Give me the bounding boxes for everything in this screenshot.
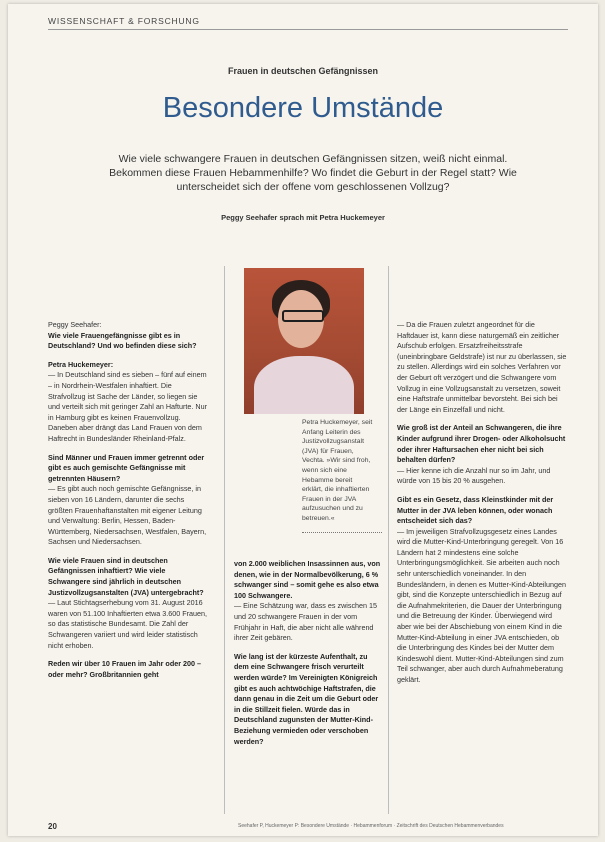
article-headline: Besondere Umstände <box>162 92 444 124</box>
caption-divider <box>302 532 382 533</box>
paragraph <box>234 652 382 747</box>
portrait-photo <box>244 268 364 414</box>
paragraph <box>397 423 567 487</box>
question-text: Wie groß ist der Anteil an Schwangeren, die ihre Kinder aufgrund ihrer Drogen- oder Alkoholsucht oder ihrer Haftursachen eher nicht bei sich behalten dürfen? <box>397 423 566 465</box>
column-divider-right <box>388 266 389 814</box>
article-kicker: Frauen in deutschen Gefängnissen <box>227 66 379 76</box>
question-text: Reden wir über 10 Frauen im Jahr oder 200 – oder mehr? Großbritannien geht <box>48 659 201 679</box>
paragraph <box>48 360 208 445</box>
question-text: Sind Männer und Frauen immer getrennt oder gibt es auch gemischte Gefängnisse mit getrennten Häusern? <box>48 452 205 483</box>
question-text: Gibt es ein Gesetz, dass Kleinstkinder mit der Mutter in der JVA leben können, oder wonach entscheidet sich das? <box>397 494 554 526</box>
paragraph <box>397 495 567 686</box>
page-number: 20 <box>48 822 57 831</box>
section-label: WISSENSCHAFT & FORSCHUNG <box>48 16 200 26</box>
portrait-glasses <box>282 310 324 322</box>
speaker-label: Petra Huckemeyer: <box>48 359 114 369</box>
paragraph <box>48 659 208 680</box>
paragraph <box>48 320 208 352</box>
paragraph <box>397 320 567 415</box>
answer-text: — Da die Frauen zuletzt angeordnet für die Haftdauer ist, kann diese naturgemäß ein zeitlicher Aufschub erfolgen. Ersatzfreiheitsstrafe (uneinbringbare Geldstrafe) ist nur zu überlassen, sie zu stellen. Allerdings wird ein solches Verfahren vor der Geburt oft verzögert und die Schwangere vom Vollzug in eine Vollzugsanstalt zu versetzen, soweit eine Haftstrafe unmittelbar bevorsteht. Bei sich bei der Länge ein Einzelfall und nicht. <box>397 320 567 414</box>
column-divider-left <box>224 266 225 814</box>
article-byline: Peggy Seehafer sprach mit Petra Huckemeyer <box>221 213 385 222</box>
portrait-body <box>254 356 354 414</box>
paragraph <box>234 559 382 644</box>
header-rule <box>48 29 568 30</box>
question-text: von 2.000 weiblichen Insassinnen aus, von denen, wie in der Normalbevölkerung, 6 % schwanger sind – somit gehe es also etwa 100 Schwangere. <box>234 559 381 600</box>
magazine-page <box>8 4 598 836</box>
article-column-1 <box>48 320 208 688</box>
answer-text: — Im jeweiligen Strafvollzugsgesetz eines Landes wird die Mutter-Kind-Unterbringung geregelt. Von 16 Ländern hat 2 mindestens eine solche Unterbringungsmöglichkeit. Sie arbeiten auch noch sehr unterschiedlich voneinander. In den Bundesländern, in denen es Mutter-Kind-Abteilungen gibt, sind die Konzepte unterschiedlich in Bezug auf die Aufnahmekriterien, die Dauer der Unterbringung und die Betreuung der Kinder. Überwiegend wird aber wie bei der Abschiebung von einem Kind in die Mutter-Kind-Abteilung in einer JVA entschieden, ob die Unterbringung des Kindes bei der Mutter dem Kindeswohl dient. Mutter-Kind-Abteilungen sind zum Teil schwanger, aber auch durch Aufnahmeberatung geklärt. <box>397 526 567 684</box>
photo-caption: Petra Huckemeyer, seit Anfang Leiterin des Justizvollzugsanstalt (JVA) für Frauen, Vechta. »Wir sind froh, wenn sich eine Hebamme bereit erklärt, die inhaftierten Frauen in der JVA aufzusuchen und zu betreuen.« <box>302 419 373 522</box>
answer-text: — Es gibt auch noch gemischte Gefängnisse, in sieben von 16 Ländern, darunter die sechs größten Frauenhaftanstalten mit eigener Leitung und Verwaltung: Berlin, Hessen, Baden-Württemberg, Niedersachsen, Westfalen, Bayern, Sachsen und Niedersachsen. <box>48 484 207 547</box>
answer-text: — In Deutschland sind es sieben – fünf auf einem – in Nordrhein-Westfalen inhaftiert. Die Strafvollzug ist Sache der Länder, so liegen sie und verteilt sich mit geringer Zahl an Hafturte. Nur in Hamburg gibt es keinen Frauenvollzug. Daneben aber drängt das Land Frauen von dem Haftrecht in Bundesländer Rheinland-Pfalz. <box>48 370 207 443</box>
speaker-label: Peggy Seehafer: <box>48 320 102 329</box>
paragraph <box>48 453 208 548</box>
answer-text: — Hier kenne ich die Anzahl nur so im Jahr, und würde von 15 bis 20 % ausgehen. <box>397 465 551 486</box>
question-text: Wie viele Frauengefängnisse gibt es in Deutschland? Und wo befinden diese sich? <box>48 330 197 351</box>
question-text: Wie viele Frauen sind in deutschen Gefängnissen inhaftiert? Wie viele Schwangere sind jährlich in deutschen Justizvollzugsanstalten (JVA) untergebracht? <box>48 555 204 597</box>
answer-text: — Laut Stichtagserhebung vom 31. August 2016 waren von 51.100 Inhaftierten etwa 3.600 Frauen, so das statistische Bundesamt. Die Zahl der Schwangeren variiert und wird leider statistisch nicht erhoben. <box>48 598 208 650</box>
answer-text: — Eine Schätzung war, dass es zwischen 15 und 20 schwangere Frauen in der vom Frühjahr in Haft, die aber nicht alle während ihrer Zeit gebären. <box>234 601 378 643</box>
question-text: Wie lang ist der kürzeste Aufenthalt, zu dem eine Schwangere frisch verurteilt werden würde? Im Vereinigten Königreich gibt es auch achtwöchige Haftstrafen, die dann genau in die Zeit um die Geburt oder in die Stillzeit fielen. Würde das in Deutschland zugunsten der Mutter-Kind-Beziehung vermieden oder verschoben werden? <box>234 651 379 746</box>
article-column-3 <box>397 320 567 694</box>
footer-citation: Seehafer P, Huckemeyer P: Besondere Umstände · Hebammenforum · Zeitschrift des Deutschen Hebammenverbandes <box>238 823 504 829</box>
paragraph <box>48 556 208 651</box>
article-column-2 <box>234 559 382 755</box>
article-lede: Wie viele schwangere Frauen in deutschen Gefängnissen sitzen, weiß nicht einmal. Bekommen diese Frauen Hebammenhilfe? Wo findet die Geburt in der Regel statt? Wie unterscheidet sich der offene vom geschlossenen Vollzug? <box>109 153 517 193</box>
